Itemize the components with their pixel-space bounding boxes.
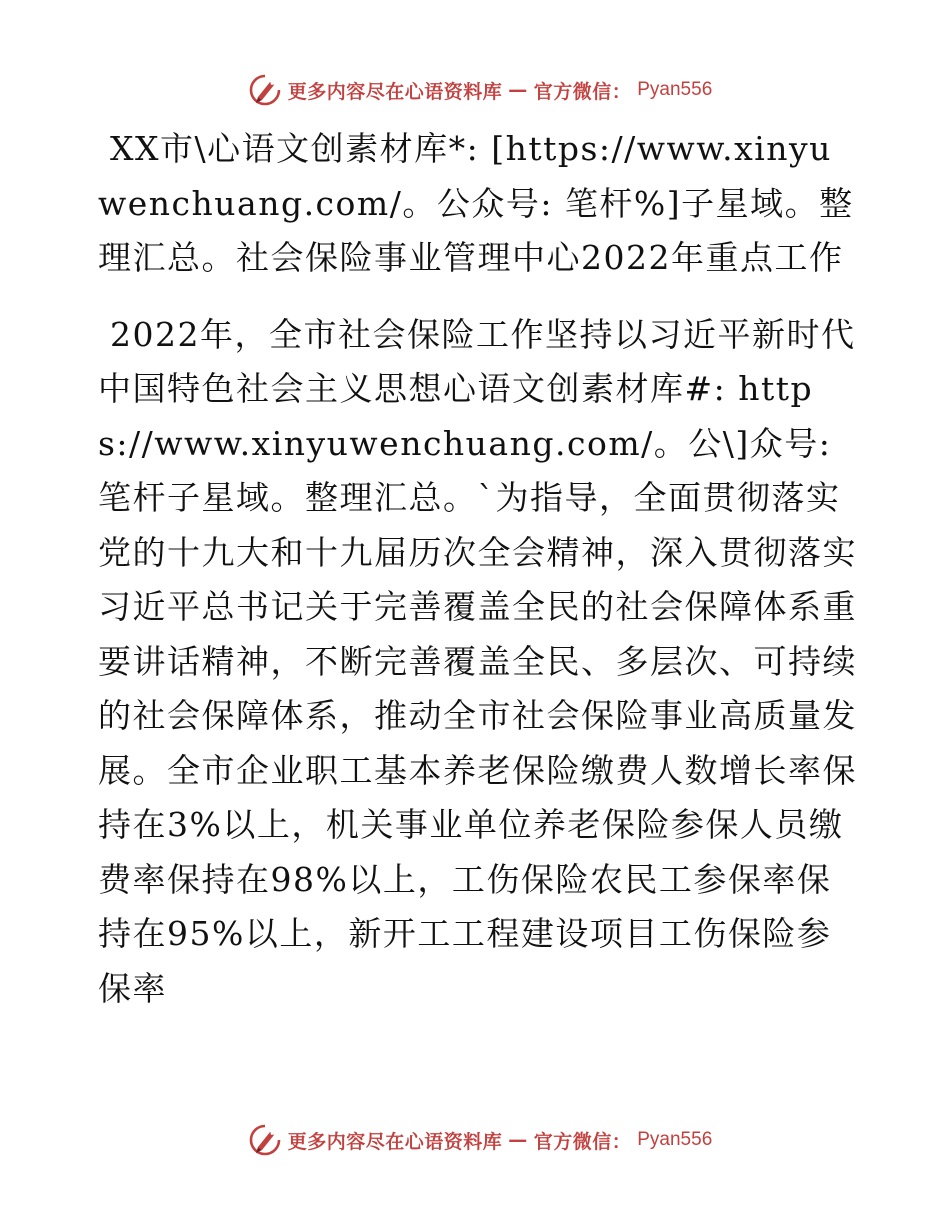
footer-banner-separator: — xyxy=(508,1129,528,1151)
document-body xyxy=(98,122,858,1016)
header-banner-text: 更多内容尽在心语资料库 xyxy=(287,80,503,103)
footer-banner-content xyxy=(248,1123,713,1157)
header-banner-separator: — xyxy=(508,79,528,101)
paragraph-title: XX市\心语文创素材库*: [https://www.xinyuwenchuang.com/。公众号: 笔杆%]子星域。整理汇总。社会保险事业管理中心2022年重点工作 xyxy=(98,129,854,277)
footer-banner-text: 更多内容尽在心语资料库 xyxy=(287,1130,503,1153)
header-banner-content xyxy=(248,73,713,107)
footer-wechat-label: 官方微信： xyxy=(533,1130,632,1153)
header-wechat-label: 官方微信： xyxy=(533,80,632,103)
paragraph-main: 2022年，全市社会保险工作坚持以习近平新时代中国特色社会主义思想心语文创素材库#: https://www.xinyuwenchuang.com/。公\]众号: 笔杆子星域。整理汇总。`为指导，全面贯彻落实党的十九大和十九届历次全会精神，深入贯彻落实习近平总书记关于完善覆盖全民的社会保障体系重要讲话精神，不断完善覆盖全民、多层次、可持续的社会保障体系，推动全市社会保险事业高质量发展。全市企业职工基本养老保险缴费人数增长率保持在3%以上，机关事业单位养老保险参保人员缴费率保持在98%以上，工伤保险农民工参保率保持在95%以上，新开工工程建设项目工伤保险参保率 xyxy=(98,314,857,1008)
footer-banner xyxy=(0,1120,950,1160)
footer-wechat-id: Pyan556 xyxy=(637,1129,713,1150)
pen-logo-icon xyxy=(248,1123,282,1157)
pen-logo-icon xyxy=(248,73,282,107)
header-wechat-id: Pyan556 xyxy=(637,79,713,100)
header-banner xyxy=(0,70,950,110)
